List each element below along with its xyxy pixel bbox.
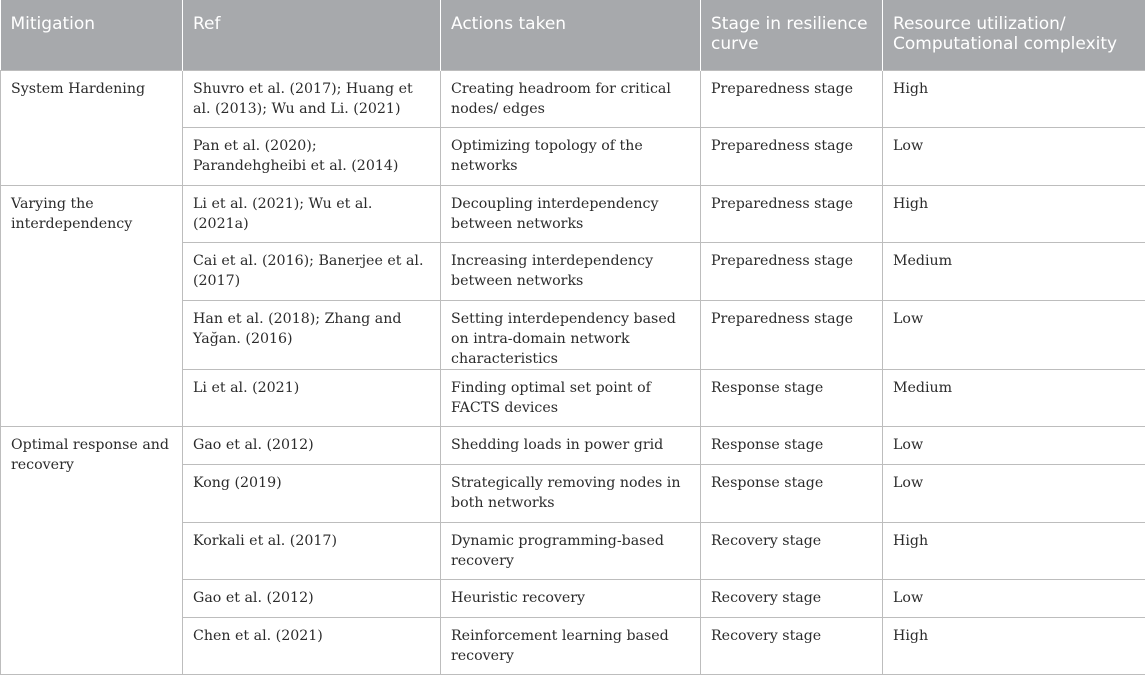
table-row — [1, 185, 1145, 243]
header-mitigation: Mitigation — [1, 0, 183, 70]
stage-cell: Response stage — [701, 427, 883, 465]
mitigation-cell: System Hardening — [1, 70, 183, 185]
resource-cell: High — [883, 185, 1145, 243]
action-cell: Setting interdependency based on intra-domain network characteristics — [441, 300, 701, 369]
header-row — [1, 0, 1145, 70]
stage-cell: Preparedness stage — [701, 128, 883, 186]
resource-cell: Low — [883, 427, 1145, 465]
action-cell: Decoupling interdependency between networks — [441, 185, 701, 243]
stage-cell: Preparedness stage — [701, 243, 883, 301]
table-body — [1, 70, 1145, 675]
ref-cell: Korkali et al. (2017) — [183, 522, 441, 580]
ref-cell: Li et al. (2021); Wu et al. (2021a) — [183, 185, 441, 243]
header-resource: Resource utilization/ Computational complexity — [883, 0, 1145, 70]
action-cell: Strategically removing nodes in both networks — [441, 465, 701, 523]
mitigation-cell: Varying the interdependency — [1, 185, 183, 427]
table-row — [1, 70, 1145, 128]
ref-cell: Gao et al. (2012) — [183, 427, 441, 465]
action-cell: Reinforcement learning based recovery — [441, 617, 701, 675]
stage-cell: Response stage — [701, 369, 883, 427]
table-row — [1, 427, 1145, 465]
resource-cell: High — [883, 70, 1145, 128]
resource-cell: Medium — [883, 243, 1145, 301]
ref-cell: Li et al. (2021) — [183, 369, 441, 427]
resource-cell: Low — [883, 580, 1145, 618]
stage-cell: Recovery stage — [701, 522, 883, 580]
stage-cell: Preparedness stage — [701, 300, 883, 369]
resource-cell: High — [883, 522, 1145, 580]
resource-cell: Low — [883, 465, 1145, 523]
stage-cell: Preparedness stage — [701, 185, 883, 243]
ref-cell: Kong (2019) — [183, 465, 441, 523]
action-cell: Optimizing topology of the networks — [441, 128, 701, 186]
action-cell: Increasing interdependency between networks — [441, 243, 701, 301]
ref-cell: Pan et al. (2020); Parandehgheibi et al. (2014) — [183, 128, 441, 186]
action-cell: Heuristic recovery — [441, 580, 701, 618]
action-cell: Shedding loads in power grid — [441, 427, 701, 465]
stage-cell: Recovery stage — [701, 617, 883, 675]
resource-cell: Low — [883, 300, 1145, 369]
mitigation-cell: Optimal response and recovery — [1, 427, 183, 675]
resource-cell: High — [883, 617, 1145, 675]
ref-cell: Shuvro et al. (2017); Huang et al. (2013); Wu and Li. (2021) — [183, 70, 441, 128]
ref-cell: Gao et al. (2012) — [183, 580, 441, 618]
header-actions-taken: Actions taken — [441, 0, 701, 70]
stage-cell: Recovery stage — [701, 580, 883, 618]
resource-cell: Low — [883, 128, 1145, 186]
header-stage: Stage in resilience curve — [701, 0, 883, 70]
ref-cell: Han et al. (2018); Zhang and Yağan. (2016) — [183, 300, 441, 369]
action-cell: Creating headroom for critical nodes/ edges — [441, 70, 701, 128]
ref-cell: Chen et al. (2021) — [183, 617, 441, 675]
stage-cell: Preparedness stage — [701, 70, 883, 128]
resource-cell: Medium — [883, 369, 1145, 427]
header-ref: Ref — [183, 0, 441, 70]
stage-cell: Response stage — [701, 465, 883, 523]
action-cell: Finding optimal set point of FACTS devices — [441, 369, 701, 427]
action-cell: Dynamic programming-based recovery — [441, 522, 701, 580]
ref-cell: Cai et al. (2016); Banerjee et al. (2017) — [183, 243, 441, 301]
